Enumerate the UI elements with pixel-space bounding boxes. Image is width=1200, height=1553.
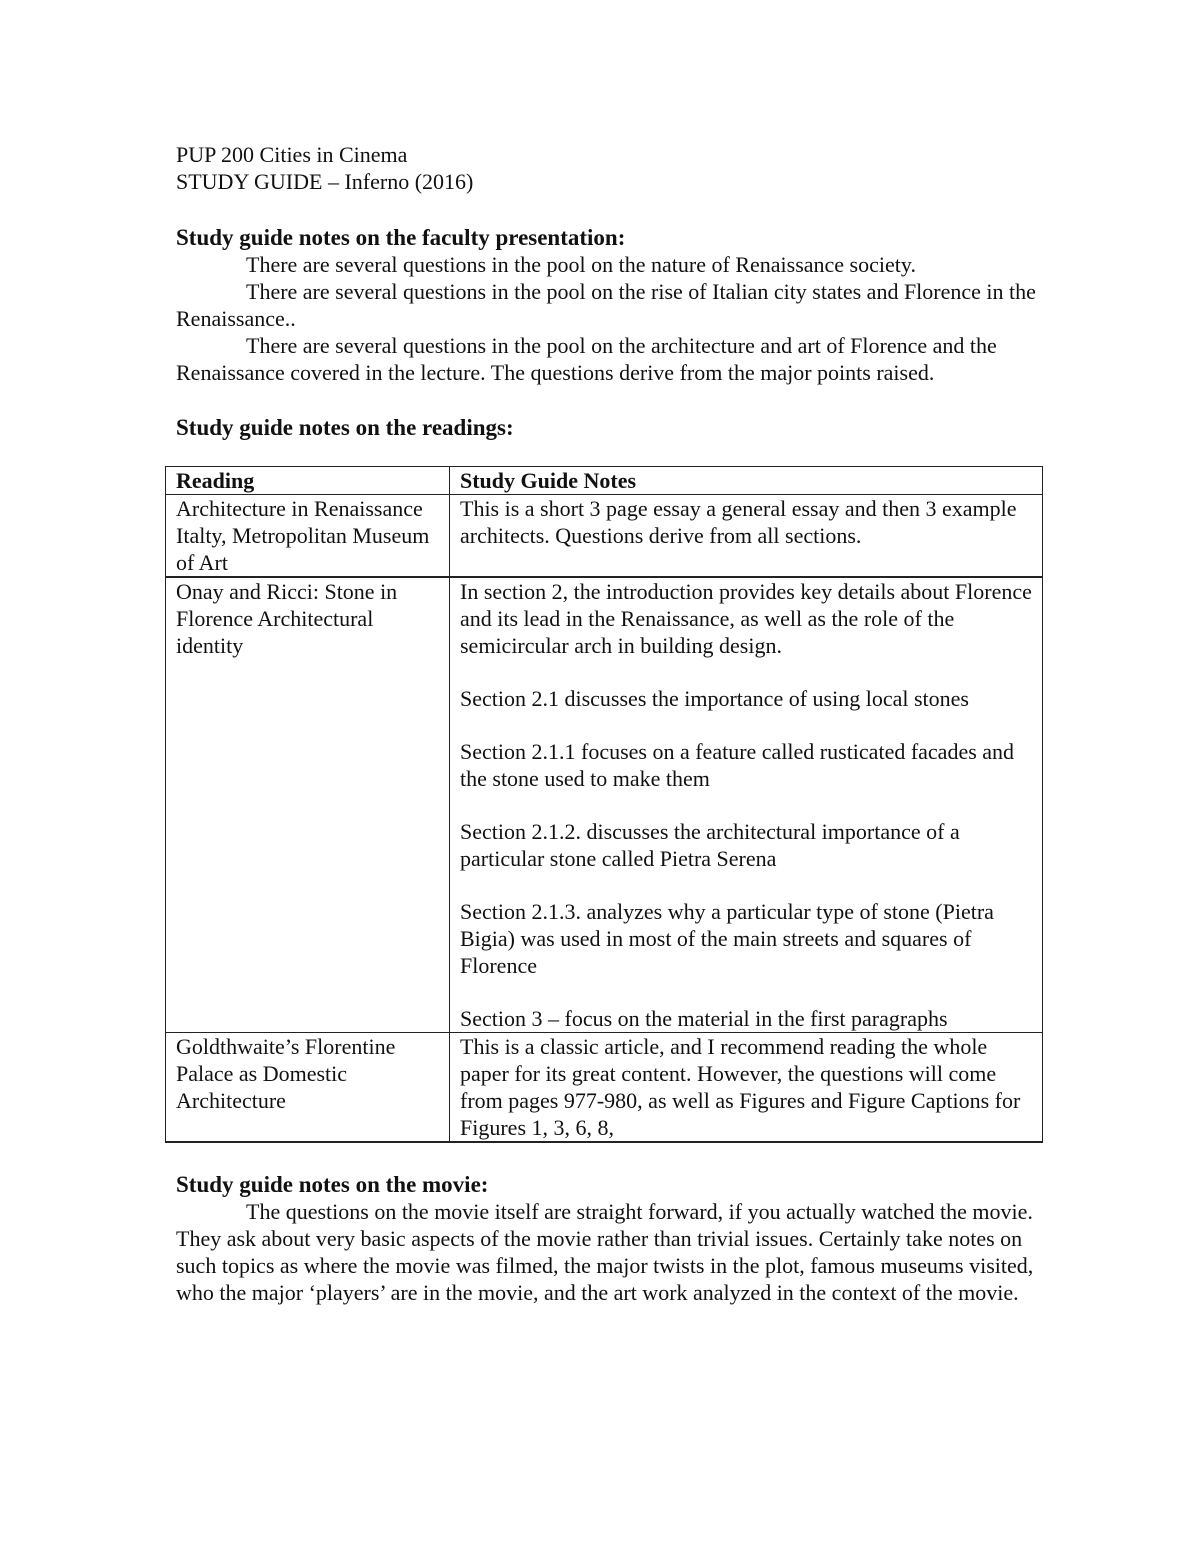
guide-title: STUDY GUIDE – Inferno (2016) (176, 169, 474, 194)
movie-paragraph: The questions on the movie itself are straight forward, if you actually watched the movie. They ask about very basic aspects of the movie rather than trivial issues. Certainly take notes on such topics as where the movie was filmed, the major twists in the plot, famous museums visited, who the major ‘players’ are in the movie, and the art work analyzed in the context of the movie. (176, 1199, 1034, 1305)
table-row (166, 577, 1043, 1033)
notes-cell (450, 1033, 1043, 1143)
note-text: Section 2.1.2. discusses the architectural importance of a particular stone called Pietra Serena (460, 819, 960, 871)
table-header-row (166, 467, 1043, 495)
note-text: This is a classic article, and I recommend reading the whole paper for its great content. However, the questions will come from pages 977-980, as well as Figures and Figure Captions for Figures 1, 3, 6, 8, (460, 1034, 1021, 1140)
reading-cell: Onay and Ricci: Stone in Florence Architectural identity (166, 577, 450, 1033)
note-text: In section 2, the introduction provides key details about Florence and its lead in the Renaissance, as well as the role of the semicircular arch in building design. (460, 579, 1032, 658)
document-page (176, 141, 1042, 1306)
movie-heading: Study guide notes on the movie: (176, 1172, 489, 1197)
faculty-heading: Study guide notes on the faculty presentation: (176, 225, 626, 250)
note-text: This is a short 3 page essay a general essay and then 3 example architects. Questions derive from all sections. (460, 496, 1017, 548)
faculty-paragraph: There are several questions in the pool on the rise of Italian city states and Florence in the Renaissance.. (176, 279, 1036, 331)
readings-heading: Study guide notes on the readings: (176, 415, 514, 440)
note-text: Section 3 – focus on the material in the first paragraphs (460, 1006, 948, 1031)
note-text: Section 2.1.3. analyzes why a particular type of stone (Pietra Bigia) was used in most of the main streets and squares of Florence (460, 899, 994, 978)
faculty-paragraph: There are several questions in the pool on the architecture and art of Florence and the Renaissance covered in the lecture. The questions derive from the major points raised. (176, 333, 997, 385)
column-header-reading: Reading (166, 467, 450, 495)
column-header-notes: Study Guide Notes (450, 467, 1043, 495)
notes-cell (450, 495, 1043, 578)
faculty-paragraph: There are several questions in the pool on the nature of Renaissance society. (246, 252, 916, 277)
notes-cell (450, 577, 1043, 1033)
table-row (166, 495, 1043, 578)
table-row (166, 1033, 1043, 1143)
note-text: Section 2.1.1 focuses on a feature called rusticated facades and the stone used to make them (460, 739, 1015, 791)
course-title: PUP 200 Cities in Cinema (176, 142, 408, 167)
reading-cell: Goldthwaite’s Florentine Palace as Domestic Architecture (166, 1033, 450, 1143)
reading-cell: Architecture in Renaissance Italty, Metropolitan Museum of Art (166, 495, 450, 578)
readings-table (165, 466, 1043, 1143)
note-text: Section 2.1 discusses the importance of using local stones (460, 686, 969, 711)
